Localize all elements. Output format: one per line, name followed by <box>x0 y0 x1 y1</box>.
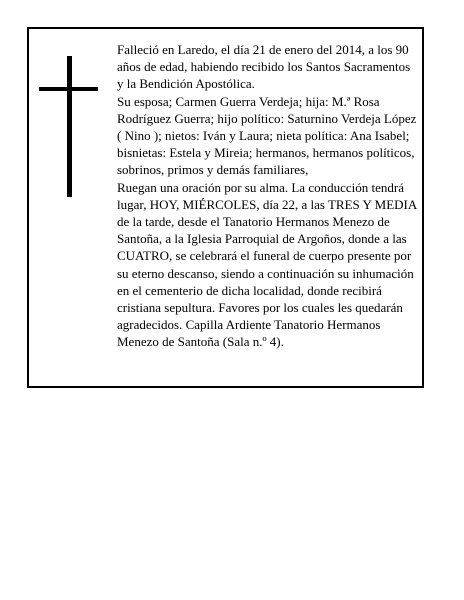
obituary-family-list: Su esposa; Carmen Guerra Verdeja; hija: M.ª Rosa Rodríguez Guerra; hijo político: Saturnino Verdeja López ( Nino ); nietos: Iván y Laura; nieta política: Ana Isabel; bisnietas: Estela y Mireia; hermanos, hermanos políticos, sobrinos, primos y demás familiares, <box>117 93 417 178</box>
cross-horizontal-bar <box>39 87 98 91</box>
obituary-text <box>117 41 417 351</box>
cross-vertical-bar <box>67 56 72 197</box>
obituary-notice <box>27 27 424 388</box>
obituary-funeral-details: Ruegan una oración por su alma. La conducción tendrá lugar, HOY, MIÉRCOLES, día 22, a las TRES Y MEDIA de la tarde, desde el Tanatorio Hermanos Menezo de Santoña, a la Iglesia Parroquial de Argoños, donde a las CUATRO, se celebrará el funeral de cuerpo presente por su eterno descanso, siendo a continuación su inhumación en el cementerio de dicha localidad, donde recibirá cristiana sepultura. Favores por los cuales les quedarán agradecidos. Capilla Ardiente Tanatorio Hermanos Menezo de Santoña (Sala n.º 4). <box>117 179 417 350</box>
obituary-death-announcement: Falleció en Laredo, el día 21 de enero del 2014, a los 90 años de edad, habiendo recibido los Santos Sacramentos y la Bendición Apostólica. <box>117 42 411 92</box>
